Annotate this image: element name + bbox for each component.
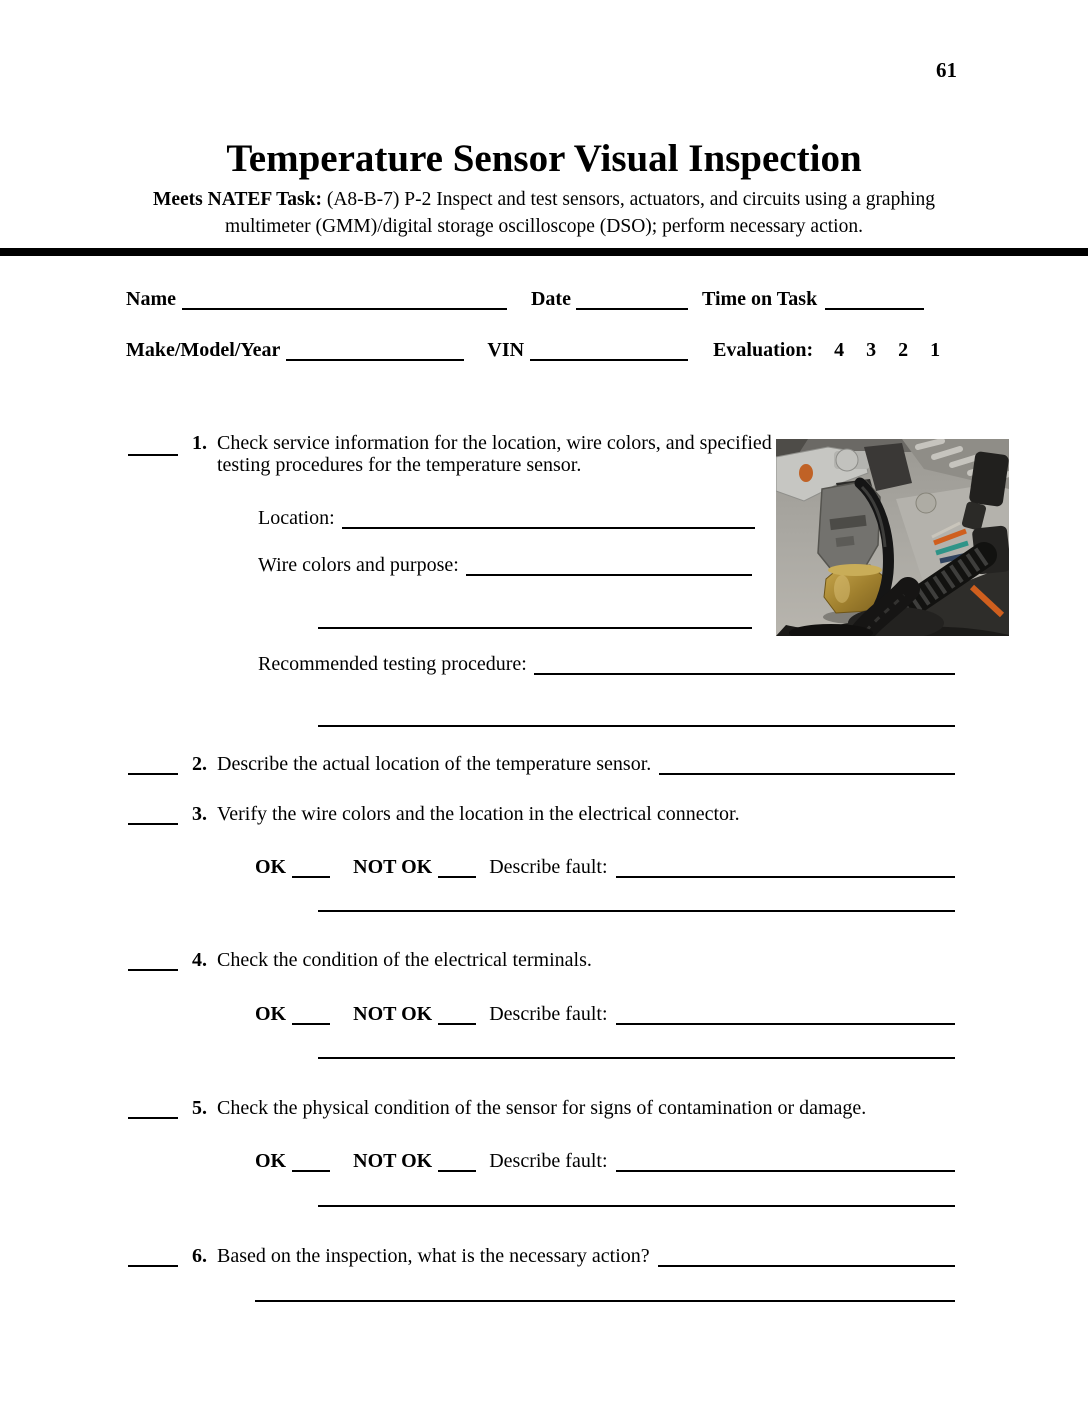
item-number: 1. <box>192 432 207 454</box>
make-model-year-blank <box>286 337 464 361</box>
ok-label: OK <box>255 1003 287 1025</box>
item-number: 3. <box>192 803 207 825</box>
describe-fault-blank <box>616 1001 956 1025</box>
evaluation-score: 4 <box>834 339 845 361</box>
not-ok-blank <box>438 1148 476 1172</box>
location-label: Location: <box>258 507 335 529</box>
task-item-2 <box>128 751 955 775</box>
evaluation-score: 3 <box>866 339 877 361</box>
describe-fault-label: Describe fault: <box>489 856 608 878</box>
page-title: Temperature Sensor Visual Inspection <box>226 137 862 180</box>
wire-colors-row <box>258 552 752 576</box>
write-in-line <box>318 605 752 629</box>
describe-fault-label: Describe fault: <box>489 1003 608 1025</box>
not-ok-blank <box>438 1001 476 1025</box>
write-in-line <box>318 888 955 912</box>
write-in-line <box>318 703 955 727</box>
testing-procedure-row <box>258 651 955 675</box>
check-blank <box>128 432 178 456</box>
answer-blank <box>658 1243 955 1267</box>
time-on-task-blank <box>825 286 924 310</box>
check-blank <box>128 1095 178 1119</box>
item-text: Check service information for the location, wire colors, and specified testing procedures for the temperature sensor. <box>217 432 772 476</box>
check-blank <box>128 801 178 825</box>
location-blank <box>342 505 755 529</box>
item-number: 6. <box>192 1245 207 1267</box>
write-in-line <box>255 1278 955 1302</box>
info-row-name-date-time <box>126 286 946 310</box>
not-ok-label: NOT OK <box>353 856 433 878</box>
check-blank <box>128 947 178 971</box>
task-item-3 <box>128 801 740 825</box>
header-divider <box>0 248 1088 256</box>
natef-task-line <box>124 186 964 240</box>
check-blank <box>128 751 178 775</box>
name-label: Name <box>126 288 176 310</box>
testing-procedure-blank <box>534 651 955 675</box>
ok-blank <box>292 1001 330 1025</box>
wire-colors-blank <box>466 552 752 576</box>
ok-notok-row <box>255 1001 955 1025</box>
date-label: Date <box>530 288 571 310</box>
location-row <box>258 505 755 529</box>
not-ok-label: NOT OK <box>353 1003 433 1025</box>
testing-procedure-label: Recommended testing procedure: <box>258 653 527 675</box>
engine-temperature-sensor-photo <box>776 439 1009 636</box>
write-in-line <box>318 1035 955 1059</box>
make-model-year-label: Make/Model/Year <box>126 339 281 361</box>
task-item-4 <box>128 947 592 971</box>
item-text: Verify the wire colors and the location in the electrical connector. <box>217 803 740 825</box>
date-blank <box>576 286 688 310</box>
ok-notok-row <box>255 854 955 878</box>
evaluation-score: 1 <box>930 339 941 361</box>
ok-notok-row <box>255 1148 955 1172</box>
engine-photo-graphic <box>776 439 1009 636</box>
evaluation-label: Evaluation: <box>713 339 814 361</box>
describe-fault-label: Describe fault: <box>489 1150 608 1172</box>
describe-fault-blank <box>616 854 956 878</box>
page-number: 61 <box>936 58 957 82</box>
item-text: Based on the inspection, what is the necessary action? <box>217 1245 650 1267</box>
ok-blank <box>292 1148 330 1172</box>
describe-fault-blank <box>616 1148 956 1172</box>
ok-blank <box>292 854 330 878</box>
name-blank <box>182 286 507 310</box>
not-ok-label: NOT OK <box>353 1150 433 1172</box>
wire-colors-label: Wire colors and purpose: <box>258 554 459 576</box>
task-item-1 <box>128 432 795 476</box>
ok-label: OK <box>255 856 287 878</box>
answer-blank <box>659 751 955 775</box>
item-number: 5. <box>192 1097 207 1119</box>
check-blank <box>128 1243 178 1267</box>
info-row-vehicle <box>126 337 956 361</box>
item-number: 4. <box>192 949 207 971</box>
vin-blank <box>530 337 688 361</box>
item-number: 2. <box>192 753 207 775</box>
vin-label: VIN <box>487 339 525 361</box>
task-item-5 <box>128 1095 866 1119</box>
time-on-task-label: Time on Task <box>701 288 818 310</box>
evaluation-score: 2 <box>898 339 909 361</box>
not-ok-blank <box>438 854 476 878</box>
ok-label: OK <box>255 1150 287 1172</box>
natef-task-text: (A8-B-7) P-2 Inspect and test sensors, actuators, and circuits using a graphing multimeter (GMM)/digital storage oscilloscope (DSO); perform necessary action. <box>225 189 936 237</box>
item-text: Check the physical condition of the sensor for signs of contamination or damage. <box>217 1097 867 1119</box>
write-in-line <box>318 1183 955 1207</box>
item-text: Check the condition of the electrical terminals. <box>217 949 592 971</box>
natef-task-label: Meets NATEF Task: <box>152 189 322 210</box>
item-text: Describe the actual location of the temperature sensor. <box>217 753 652 775</box>
task-item-6 <box>128 1243 955 1267</box>
